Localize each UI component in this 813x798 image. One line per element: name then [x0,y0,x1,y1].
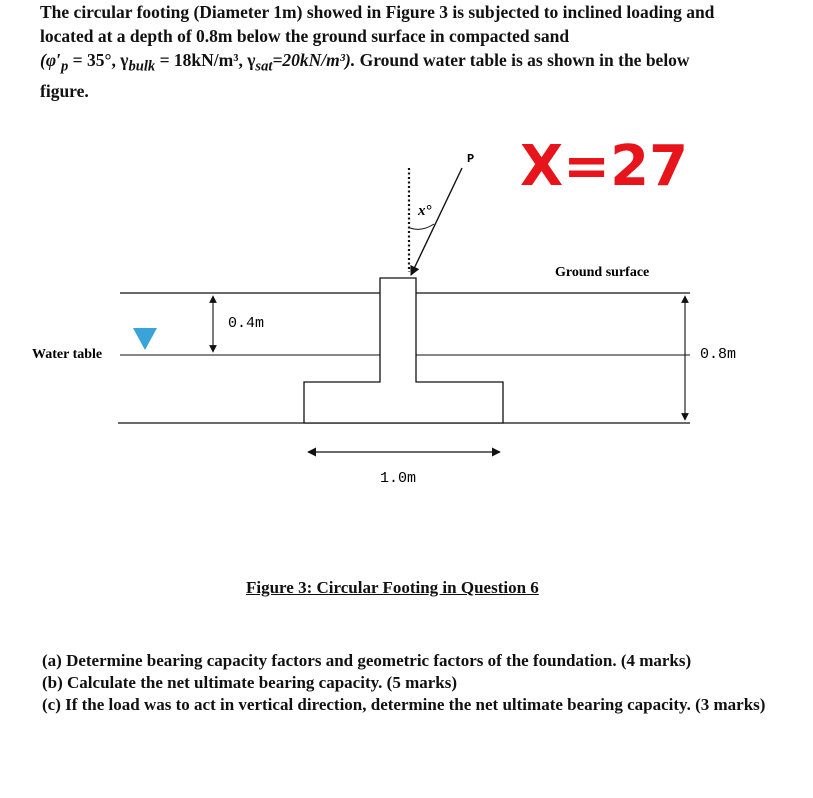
gamma-sat-sub: sat [255,58,273,75]
diameter-label: 1.0m [380,470,417,487]
angle-arc [410,224,434,229]
problem-line-2: located at a depth of 0.8m below the ground surface in compacted sand [40,26,570,46]
question-list [42,650,782,716]
phi-value: = 35°, γ [68,50,129,70]
params-tail: Ground water table is as shown in the below [359,50,690,70]
gamma-bulk-value: = 18kN/m³, γ [155,50,256,70]
phi-sub: p [61,58,69,75]
footing-depth-label: 0.8m [700,346,737,363]
ground-surface-label: Ground surface [555,265,650,280]
question-a: (a) Determine bearing capacity factors and geometric factors of the foundation. (4 marks) [42,651,692,670]
water-depth-label: 0.4m [228,315,265,332]
phi-open: (φ′ [40,50,61,70]
load-label: P [467,152,475,166]
angle-label: x° [418,203,432,219]
gamma-bulk-sub: bulk [128,58,156,75]
figure-caption: Figure 3: Circular Footing in Question 6 [246,578,539,597]
handwritten-note: X=27 [520,134,689,199]
water-table-icon [133,328,157,350]
gamma-sat-value: =20kN/m³). [272,50,360,70]
water-table-label: Water table [32,347,103,362]
question-c: (c) If the load was to act in vertical direction, determine the net ultimate bearing capacity. (3 marks) [42,695,766,714]
inclined-load-arrow [411,168,462,275]
problem-line-4: figure. [40,80,89,101]
problem-line-1: The circular footing (Diameter 1m) showed in Figure 3 is subjected to inclined loading and [40,2,715,22]
footing-outline [304,278,503,423]
question-b: (b) Calculate the net ultimate bearing capacity. (5 marks) [42,673,458,692]
